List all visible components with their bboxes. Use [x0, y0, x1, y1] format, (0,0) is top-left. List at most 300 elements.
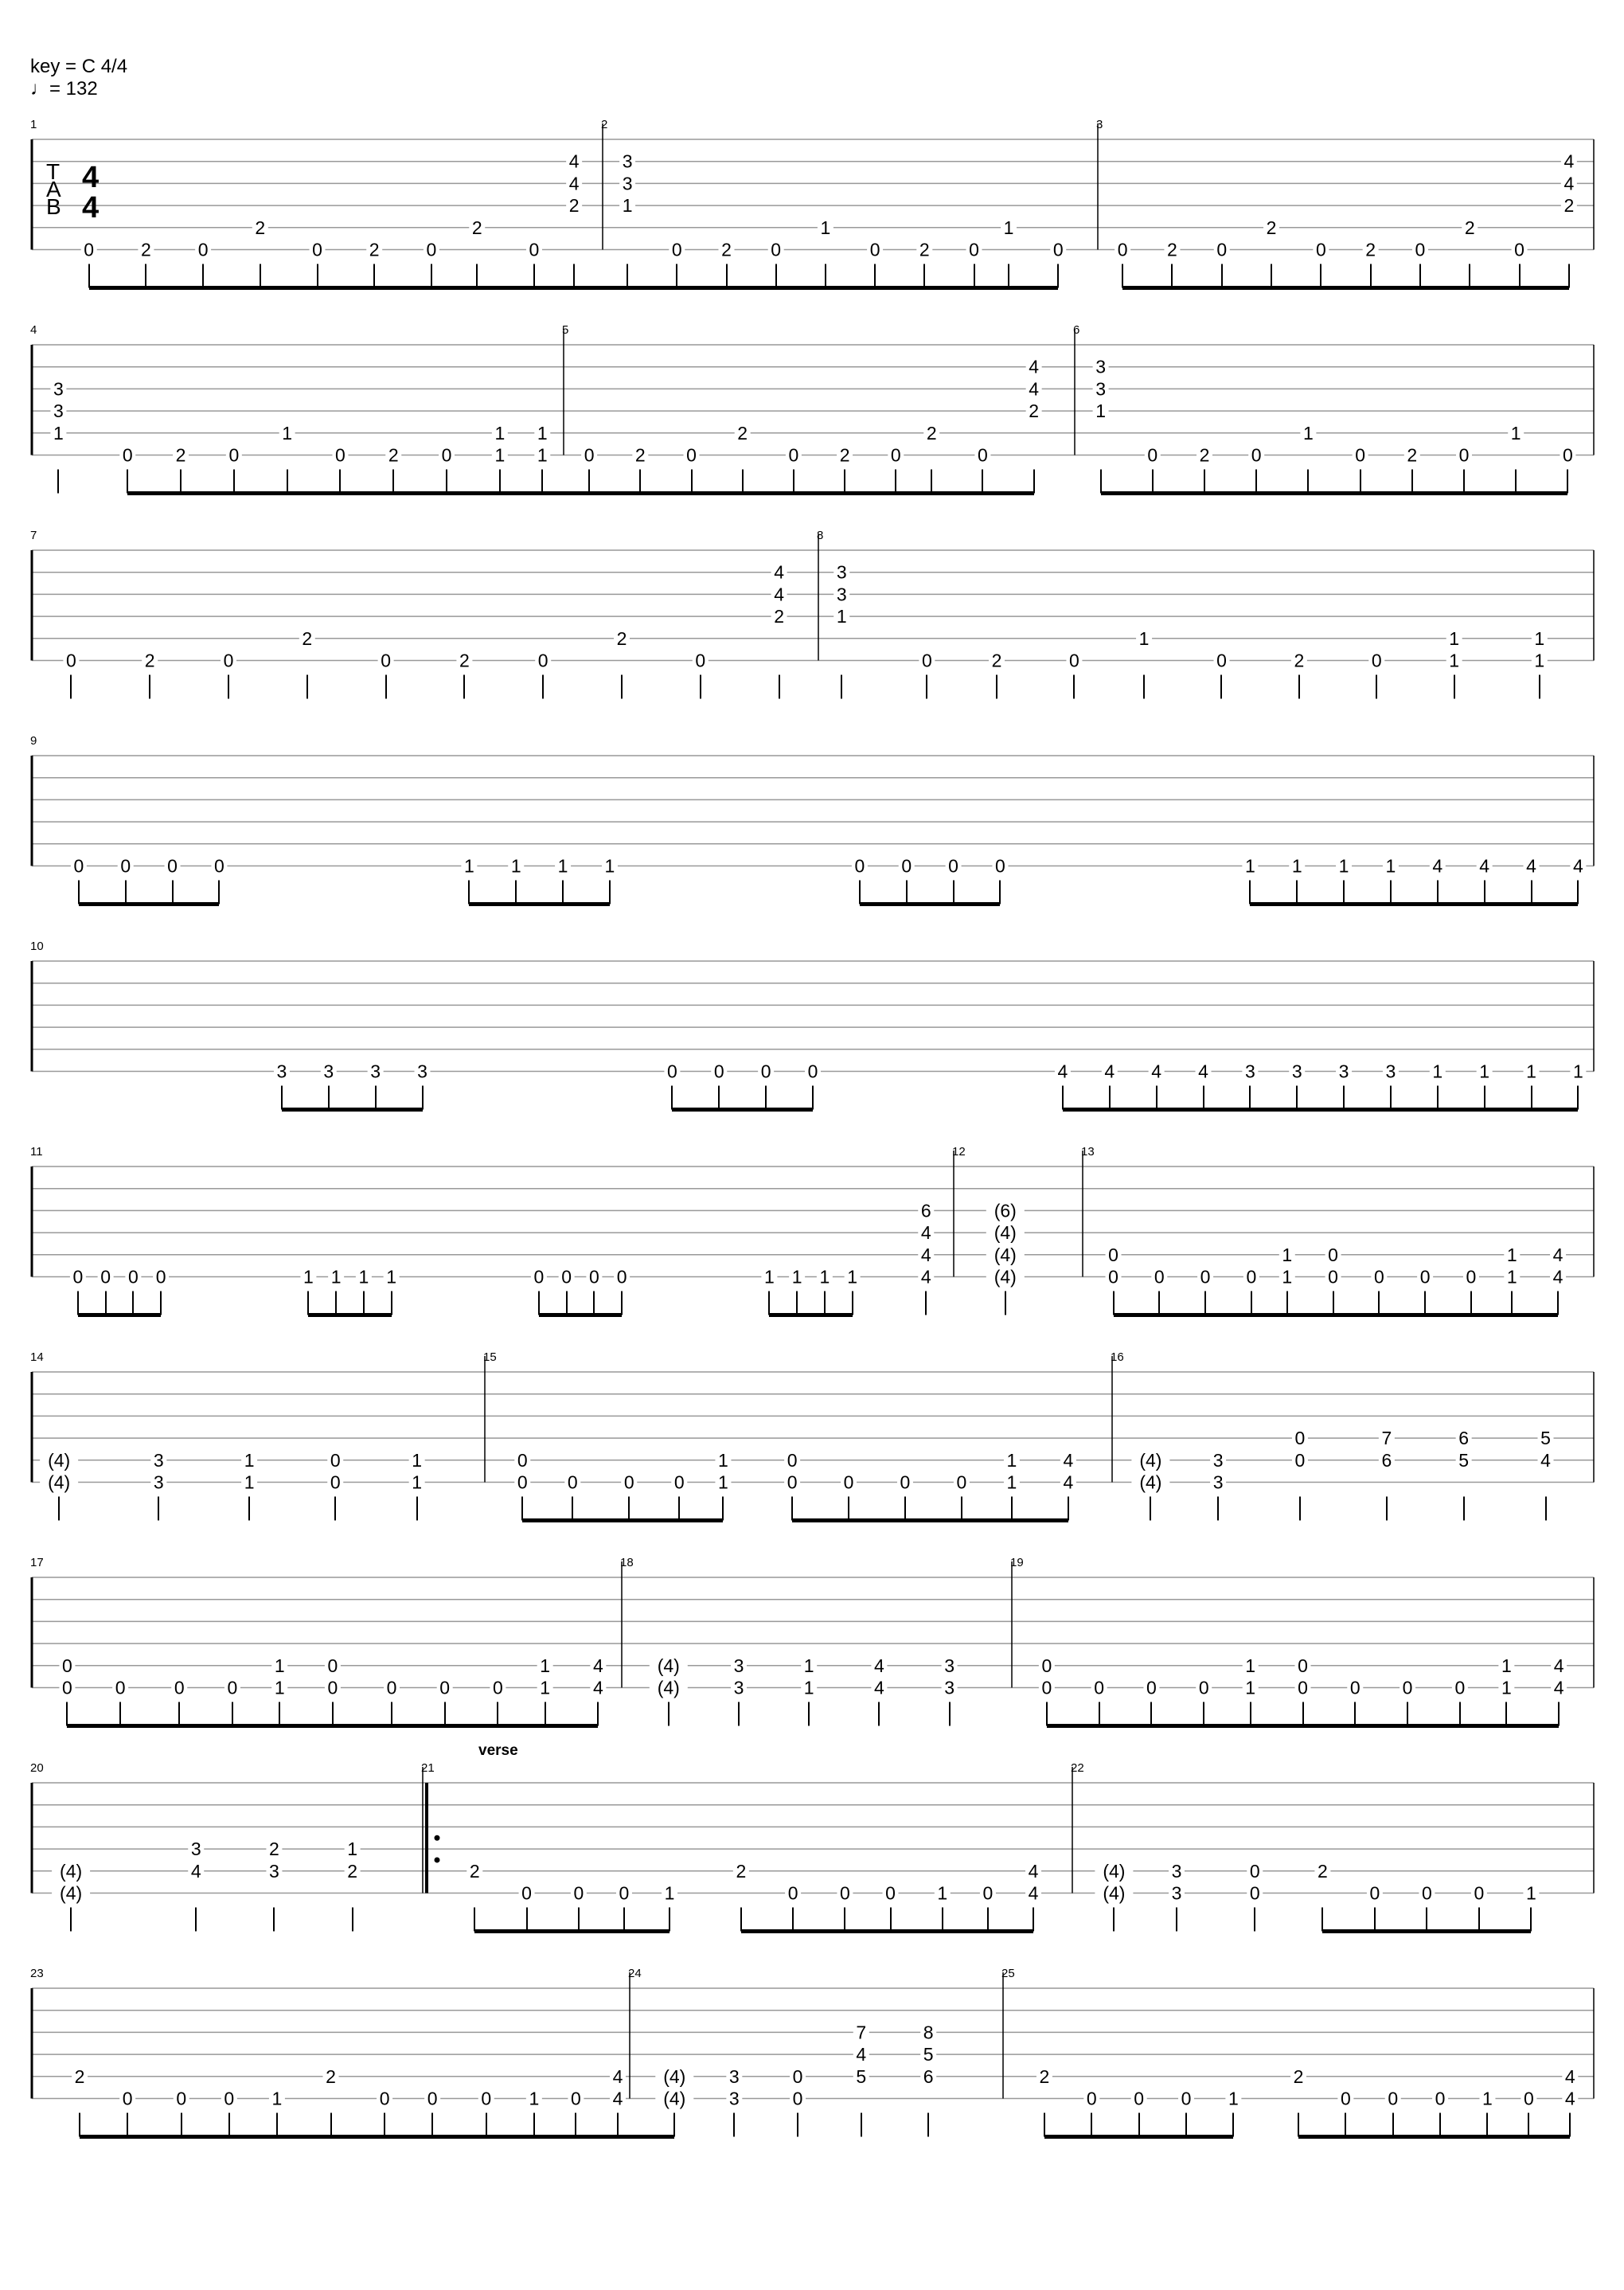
fret-number: 2 [326, 2065, 336, 2087]
fret-number: (6) [994, 1200, 1017, 1221]
fret-number: (4) [657, 1655, 680, 1676]
fret-number: 4 [612, 2088, 623, 2109]
staff-system [30, 1145, 1594, 1315]
fret-number: 1 [1534, 650, 1545, 671]
fret-number: 1 [791, 1266, 802, 1288]
repeat-dot [435, 1857, 440, 1862]
measure-number: 15 [483, 1350, 497, 1364]
fret-number: 2 [616, 627, 627, 649]
fret-number: 4 [1029, 378, 1040, 400]
fret-number: 0 [787, 1471, 798, 1493]
fret-number: 2 [369, 239, 380, 260]
fret-number: 4 [1063, 1471, 1074, 1493]
fret-number: 0 [176, 2088, 187, 2109]
fret-number: 0 [1523, 2088, 1534, 2109]
fret-number: 0 [1402, 1677, 1413, 1698]
fret-number: 0 [1069, 650, 1079, 671]
fret-number: 1 [53, 422, 64, 444]
fret-number: 2 [255, 217, 266, 238]
fret-number: 0 [441, 444, 452, 466]
fret-number: 1 [1501, 1677, 1512, 1698]
fret-number: 4 [568, 150, 580, 172]
fret-number: (4) [663, 2088, 686, 2109]
fret-number: 3 [153, 1471, 164, 1493]
fret-number: 4 [1028, 1860, 1039, 1882]
fret-number: 0 [1249, 1860, 1260, 1882]
fret-number: 4 [1564, 2088, 1575, 2109]
fret-number: 0 [713, 1061, 724, 1082]
time-signature-digit: 4 [82, 191, 100, 225]
measure-number: 8 [817, 529, 824, 542]
fret-number: 0 [1041, 1655, 1052, 1676]
fret-number: 0 [667, 1061, 677, 1082]
fret-number: 1 [1303, 422, 1314, 444]
fret-number: 0 [167, 855, 178, 877]
fret-number: 1 [1449, 627, 1460, 649]
fret-number: 4 [1553, 1655, 1564, 1676]
fret-number: 1 [1534, 627, 1545, 649]
fret-number: 0 [1514, 239, 1524, 260]
measure-number: 11 [30, 1145, 43, 1159]
fret-number: 1 [529, 2088, 540, 2109]
fret-number: 0 [327, 1655, 338, 1676]
fret-number: 0 [1328, 1244, 1338, 1265]
fret-number: 3 [1291, 1061, 1302, 1082]
fret-number: 0 [840, 1882, 850, 1904]
fret-number: 1 [820, 217, 831, 238]
fret-number: 1 [1506, 1244, 1517, 1265]
fret-number: 1 [1138, 627, 1150, 649]
staff-system [30, 118, 1594, 288]
fret-number: 0 [330, 1449, 341, 1471]
fret-number: 0 [1355, 444, 1365, 466]
fret-number: 0 [1117, 239, 1128, 260]
fret-number: 0 [1466, 1266, 1477, 1288]
fret-number: 0 [62, 1655, 72, 1676]
measure-number: 10 [30, 940, 44, 953]
fret-number: (4) [48, 1449, 71, 1471]
fret-number: 3 [53, 401, 64, 422]
fret-number: 0 [1349, 1677, 1360, 1698]
staff-system [30, 734, 1594, 905]
fret-number: 3 [1244, 1061, 1255, 1082]
fret-number: 2 [568, 195, 580, 217]
fret-number: 1 [622, 195, 633, 217]
fret-number: 0 [100, 1266, 111, 1288]
fret-number: (4) [48, 1471, 71, 1493]
fret-number: 0 [1458, 444, 1470, 466]
fret-number: 0 [1294, 1449, 1306, 1471]
fret-number: 0 [1146, 1677, 1157, 1698]
fret-number: 0 [900, 1471, 911, 1493]
fret-number: 1 [1244, 855, 1255, 877]
fret-number: 2 [469, 1860, 480, 1882]
fret-number: 0 [62, 1677, 72, 1698]
fret-number: 0 [854, 855, 865, 877]
fret-number: 1 [1003, 217, 1014, 238]
fret-number: 0 [1340, 2088, 1351, 2109]
fret-number: 6 [923, 2065, 934, 2087]
fret-number: 4 [568, 173, 580, 194]
fret-number: 0 [386, 1677, 397, 1698]
fret-number: 2 [1039, 2065, 1050, 2087]
fret-number: (4) [657, 1677, 680, 1698]
fret-number: 1 [540, 1677, 551, 1698]
fret-number: 4 [920, 1244, 931, 1265]
fret-number: 4 [1563, 150, 1575, 172]
fret-number: 0 [312, 239, 322, 260]
fret-number: 2 [144, 650, 155, 671]
fret-number: 4 [1432, 855, 1443, 877]
fret-number: 0 [982, 1882, 994, 1904]
measure-number: 14 [30, 1350, 44, 1364]
fret-number: 0 [1198, 1677, 1209, 1698]
fret-number: 0 [381, 650, 391, 671]
fret-number: 1 [557, 855, 568, 877]
fret-number: 0 [1216, 239, 1228, 260]
staff-system [30, 1967, 1594, 2137]
fret-number: 0 [335, 444, 345, 466]
fret-number: 0 [671, 239, 682, 260]
repeat-dot [435, 1835, 440, 1841]
fret-number: 3 [622, 173, 633, 194]
fret-number: 2 [459, 650, 470, 671]
fret-number: 0 [120, 855, 131, 877]
fret-number: 5 [923, 2044, 934, 2065]
fret-number: 3 [276, 1061, 287, 1082]
fret-number: 2 [634, 444, 646, 466]
tab-clef-letter: B [46, 194, 61, 219]
fret-number: 0 [529, 239, 540, 260]
fret-number: 2 [1464, 217, 1475, 238]
fret-number: 2 [1167, 239, 1177, 260]
fret-number: 4 [1572, 855, 1583, 877]
fret-number: 2 [737, 422, 748, 444]
fret-number: 0 [1474, 1882, 1485, 1904]
fret-number: 2 [141, 239, 151, 260]
measure-number: 12 [952, 1145, 966, 1159]
fret-number: 0 [174, 1677, 185, 1698]
fret-number: 0 [1249, 1882, 1260, 1904]
fret-number: 0 [787, 1882, 798, 1904]
fret-number: 3 [836, 561, 847, 583]
fret-number: 0 [72, 1266, 84, 1288]
fret-number: 1 [1282, 1244, 1293, 1265]
tempo-label: ♩= 132 [30, 78, 98, 100]
measure-number: 25 [1001, 1967, 1015, 1980]
fret-number: 3 [153, 1449, 164, 1471]
fret-number: 0 [1216, 650, 1227, 671]
fret-number: 0 [921, 650, 932, 671]
key-signature-label: key = C 4/4 [30, 56, 128, 77]
fret-number: 2 [839, 444, 850, 466]
fret-number: 0 [517, 1471, 528, 1493]
fret-number: 1 [1245, 1677, 1256, 1698]
section-label-verse: verse [478, 1742, 518, 1759]
fret-number: 4 [1479, 855, 1490, 877]
fret-number: 4 [1029, 356, 1040, 377]
measure-number: 16 [1111, 1350, 1124, 1364]
fret-number: 6 [1458, 1428, 1470, 1449]
fret-number: 0 [521, 1882, 532, 1904]
fret-number: 2 [919, 239, 930, 260]
fret-number: 0 [1415, 239, 1426, 260]
fret-number: 1 [271, 2088, 283, 2109]
measure-number: 3 [1096, 118, 1103, 131]
fret-number: 0 [787, 1449, 798, 1471]
fret-number: 0 [885, 1882, 896, 1904]
fret-number: 4 [856, 2044, 867, 2065]
fret-number: 1 [1449, 650, 1460, 671]
fret-number: 4 [1563, 173, 1575, 194]
fret-number: 0 [1108, 1244, 1118, 1265]
fret-number: 1 [847, 1266, 858, 1288]
measure-number: 19 [1010, 1556, 1024, 1569]
fret-number: 4 [1198, 1061, 1208, 1082]
fret-number: 1 [664, 1882, 675, 1904]
fret-number: 7 [856, 2022, 867, 2043]
fret-number: 1 [494, 444, 506, 466]
fret-number: 1 [764, 1266, 775, 1288]
fret-number: (4) [1103, 1882, 1126, 1904]
fret-number: 2 [269, 1839, 279, 1860]
fret-number: 0 [155, 1266, 166, 1288]
fret-number: 0 [686, 444, 697, 466]
fret-number: 4 [1028, 1882, 1039, 1904]
fret-number: (4) [1139, 1449, 1162, 1471]
measure-number: 6 [1073, 323, 1080, 337]
fret-number: 1 [537, 444, 548, 466]
fret-number: 1 [1526, 1882, 1536, 1904]
fret-number: 2 [991, 650, 1002, 671]
fret-number: 3 [1338, 1061, 1349, 1082]
fret-number: (4) [1139, 1471, 1162, 1493]
fret-number: 0 [843, 1471, 854, 1493]
fret-number: 1 [1291, 855, 1302, 877]
fret-number: 1 [803, 1655, 814, 1676]
fret-number: 1 [718, 1471, 728, 1493]
fret-number: (4) [60, 1860, 83, 1882]
fret-number: (4) [994, 1244, 1017, 1265]
fret-number: 4 [920, 1222, 931, 1244]
time-signature-digit: 4 [82, 161, 100, 194]
staff-system [30, 940, 1594, 1110]
fret-number: 3 [944, 1655, 954, 1676]
fret-number: 0 [330, 1471, 341, 1493]
fret-number: 0 [327, 1677, 338, 1698]
measure-number: 2 [601, 118, 608, 131]
fret-number: 0 [228, 444, 240, 466]
fret-number: 2 [1266, 217, 1277, 238]
fret-number: 1 [1572, 1061, 1583, 1082]
fret-number: 1 [1506, 1266, 1517, 1288]
fret-number: 0 [588, 1266, 599, 1288]
measure-number: 7 [30, 529, 37, 542]
fret-number: 0 [948, 855, 958, 877]
fret-number: (4) [994, 1266, 1017, 1288]
fret-number: 1 [819, 1266, 830, 1288]
fret-number: 3 [622, 150, 633, 172]
fret-number: 0 [1181, 2088, 1192, 2109]
fret-number: 0 [537, 650, 548, 671]
fret-number: 3 [323, 1061, 334, 1082]
fret-number: 1 [1501, 1655, 1512, 1676]
fret-number: 1 [1338, 855, 1349, 877]
fret-number: 2 [388, 444, 399, 466]
fret-number: 0 [1369, 1882, 1380, 1904]
fret-number: 1 [510, 855, 521, 877]
fret-number: 0 [1294, 1428, 1306, 1449]
fret-number: 3 [733, 1655, 744, 1676]
measure-number: 23 [30, 1967, 44, 1980]
fret-number: 0 [1086, 2088, 1097, 2109]
fret-number: 0 [1315, 239, 1326, 260]
fret-number: 0 [573, 1882, 584, 1904]
fret-number: 0 [122, 444, 133, 466]
fret-number: 0 [890, 444, 901, 466]
fret-number: 1 [1006, 1449, 1017, 1471]
fret-number: 2 [1563, 195, 1575, 217]
fret-number: 3 [370, 1061, 381, 1082]
fret-number: 0 [616, 1266, 627, 1288]
fret-number: 4 [1552, 1266, 1563, 1288]
fret-number: 3 [733, 1677, 744, 1698]
fret-number: 0 [127, 1266, 139, 1288]
fret-number: 3 [1095, 356, 1106, 377]
fret-number: 4 [874, 1677, 884, 1698]
fret-number: 0 [1435, 2088, 1446, 2109]
fret-number: 1 [937, 1882, 948, 1904]
fret-number: 4 [1057, 1061, 1068, 1082]
fret-number: 0 [214, 855, 224, 877]
fret-number: 1 [1095, 401, 1106, 422]
fret-number: 2 [774, 606, 784, 627]
fret-number: 2 [347, 1860, 358, 1882]
fret-number: 4 [190, 1860, 201, 1882]
measure-number: 22 [1071, 1761, 1084, 1775]
fret-number: 0 [481, 2088, 492, 2109]
fret-number: 2 [736, 1860, 747, 1882]
fret-number: 1 [463, 855, 474, 877]
fret-number: 1 [537, 422, 548, 444]
fret-number: 0 [807, 1061, 818, 1082]
fret-number: 0 [561, 1266, 572, 1288]
fret-number: 1 [358, 1266, 369, 1288]
fret-number: 0 [1298, 1655, 1308, 1676]
fret-number: 4 [592, 1677, 603, 1698]
fret-number: 0 [84, 239, 95, 260]
fret-number: 4 [920, 1266, 931, 1288]
fret-number: 1 [1245, 1655, 1256, 1676]
fret-number: 0 [1251, 444, 1262, 466]
fret-number: 2 [1365, 239, 1376, 260]
fret-number: 0 [492, 1677, 503, 1698]
fret-number: 2 [175, 444, 186, 466]
fret-number: 1 [1282, 1266, 1293, 1288]
fret-number: 1 [1479, 1061, 1490, 1082]
measure-number: 18 [620, 1556, 634, 1569]
fret-number: 2 [1199, 444, 1210, 466]
fret-number: 1 [803, 1677, 814, 1698]
fret-number: 3 [1212, 1449, 1224, 1471]
fret-number: 1 [282, 422, 293, 444]
fret-number: 1 [604, 855, 615, 877]
measure-number: 5 [562, 323, 569, 337]
fret-number: 3 [1095, 378, 1106, 400]
fret-number: 0 [223, 650, 234, 671]
staff-system [30, 1350, 1594, 1521]
staff-system [30, 1556, 1594, 1726]
fret-number: 0 [115, 1677, 126, 1698]
fret-number: 0 [978, 444, 988, 466]
fret-number: 3 [1385, 1061, 1396, 1082]
fret-number: 1 [1482, 2088, 1493, 2109]
staff-system [30, 1742, 1594, 1932]
fret-number: 1 [386, 1266, 397, 1288]
fret-number: 0 [869, 239, 880, 260]
measure-number: 17 [30, 1556, 44, 1569]
fret-number: 2 [721, 239, 732, 260]
fret-number: 0 [517, 1449, 528, 1471]
fret-number: 1 [244, 1471, 255, 1493]
fret-number: 4 [1553, 1677, 1564, 1698]
fret-number: 1 [274, 1677, 285, 1698]
fret-number: 3 [190, 1839, 201, 1860]
fret-number: 3 [1171, 1860, 1182, 1882]
fret-number: 3 [1212, 1471, 1224, 1493]
fret-number: 3 [728, 2065, 740, 2087]
fret-number: 3 [1171, 1882, 1182, 1904]
fret-number: 0 [227, 1677, 238, 1698]
fret-number: (4) [1103, 1860, 1126, 1882]
fret-number: 4 [1151, 1061, 1162, 1082]
fret-number: 2 [1293, 2065, 1304, 2087]
fret-number: 0 [1094, 1677, 1105, 1698]
fret-number: 0 [427, 2088, 438, 2109]
fret-number: 0 [1422, 1882, 1432, 1904]
fret-number: 1 [1526, 1061, 1536, 1082]
fret-number: 0 [584, 444, 595, 466]
fret-number: 4 [1540, 1449, 1551, 1471]
fret-number: 6 [1381, 1449, 1392, 1471]
fret-number: 1 [303, 1266, 314, 1288]
fret-number: 1 [1385, 855, 1396, 877]
measure-number: 24 [628, 1967, 642, 1980]
fret-number: 0 [1454, 1677, 1466, 1698]
fret-number: 2 [1407, 444, 1418, 466]
fret-number: 0 [426, 239, 437, 260]
measure-number: 13 [1081, 1145, 1095, 1159]
fret-number: 0 [956, 1471, 967, 1493]
fret-number: 1 [274, 1655, 285, 1676]
fret-number: 1 [494, 422, 506, 444]
fret-number: 4 [1564, 2065, 1575, 2087]
fret-number: 1 [1006, 1471, 1017, 1493]
fret-number: 0 [969, 239, 979, 260]
fret-number: 1 [412, 1471, 423, 1493]
fret-number: (4) [60, 1882, 83, 1904]
fret-number: 3 [53, 378, 64, 400]
fret-number: 5 [1458, 1449, 1470, 1471]
fret-number: 0 [66, 650, 76, 671]
fret-number: 0 [1419, 1266, 1431, 1288]
tab-clef-letter: T [46, 159, 61, 184]
fret-number: 1 [540, 1655, 551, 1676]
staff-system [30, 323, 1594, 494]
fret-number: 3 [836, 584, 847, 605]
fret-number: 0 [673, 1471, 685, 1493]
fret-number: 0 [1246, 1266, 1257, 1288]
